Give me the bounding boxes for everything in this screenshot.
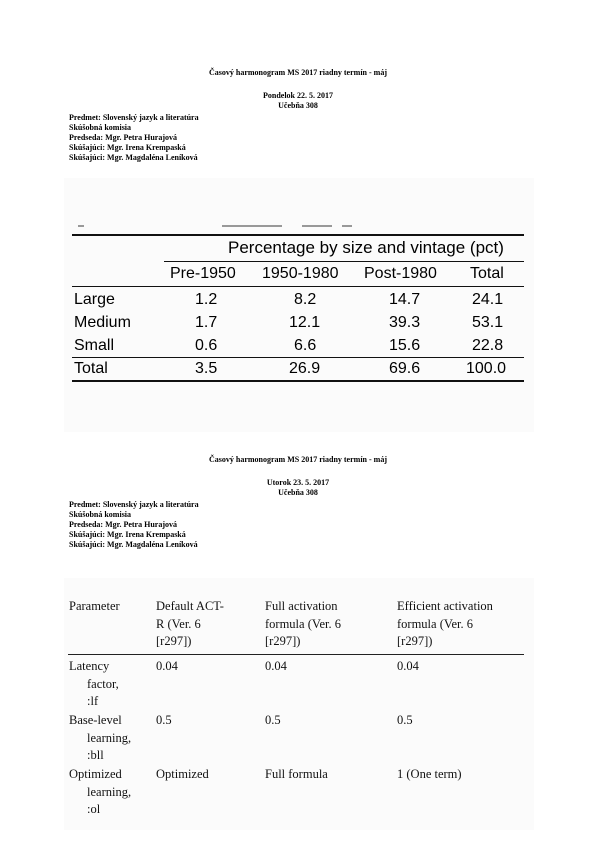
table-cell: 3.5 (195, 360, 218, 377)
column-header: Pre-1950 (170, 265, 236, 282)
table-cell: 53.1 (472, 314, 504, 331)
table-cell: 0.5 (397, 713, 413, 727)
table-cell: 0.04 (156, 659, 178, 673)
table-cell: 100.0 (466, 360, 507, 377)
schedule-title-1: Časový harmonogram MS 2017 riadny termín - máj (209, 68, 387, 77)
row-label: Latency factor, :lf (69, 659, 119, 708)
column-header: Efficient activation formula (Ver. 6 [r297]) (397, 599, 493, 648)
column-header: Full activation formula (Ver. 6 [r297]) (265, 599, 342, 648)
table-cell: 0.04 (265, 659, 287, 673)
schedule-room-1: Učebňa 308 (278, 101, 318, 110)
schedule-date-1: Pondelok 22. 5. 2017 (262, 91, 333, 100)
table-cell: 24.1 (472, 291, 504, 308)
exam-info-1 (69, 113, 199, 163)
table-cell: 6.6 (294, 337, 317, 354)
subject-line: Predmet: Slovenský jazyk a literatúra (69, 113, 199, 122)
table-cell: Optimized (156, 767, 209, 781)
table-cell: 1.7 (195, 314, 218, 331)
row-label: Total (74, 360, 108, 377)
committee-line: Skúšobná komisia (69, 510, 132, 519)
bottom-rule (72, 380, 524, 382)
examiner-line: Skúšajúci: Mgr. Magdaléna Leníková (69, 153, 198, 162)
table-cell: 8.2 (294, 291, 317, 308)
exam-info-2 (69, 500, 199, 550)
row-label: Medium (74, 314, 131, 331)
total-rule (72, 357, 524, 358)
chair-line: Predseda: Mgr. Petra Hurajová (69, 520, 177, 529)
table-cell: 0.04 (397, 659, 419, 673)
actr-parameter-table (64, 578, 534, 830)
column-header: Default ACT- R (Ver. 6 [r297]) (156, 599, 224, 648)
header-rule (164, 261, 524, 262)
table-cell: 22.8 (472, 337, 504, 354)
table-cell: 0.5 (156, 713, 172, 727)
row-label: Optimized learning, :ol (69, 767, 132, 816)
table-cell: 1.2 (195, 291, 218, 308)
header-rule (68, 654, 524, 655)
examiner-line: Skúšajúci: Mgr. Irena Krempaská (69, 143, 186, 152)
column-rule (72, 286, 524, 287)
table-cell: 14.7 (389, 291, 421, 308)
column-header: 1950-1980 (262, 265, 339, 282)
table-cell: Full formula (265, 767, 328, 781)
examiner-line: Skúšajúci: Mgr. Magdaléna Leníková (69, 540, 198, 549)
chair-line: Predseda: Mgr. Petra Hurajová (69, 133, 177, 142)
table-cell: 1 (One term) (397, 767, 462, 781)
cropped-text-fragment (74, 224, 524, 228)
column-header: Post-1980 (364, 265, 437, 282)
top-rule (72, 234, 524, 236)
size-vintage-table (64, 178, 534, 432)
row-label: Large (74, 291, 115, 308)
table-cell: 39.3 (389, 314, 421, 331)
schedule-date-2: Utorok 23. 5. 2017 (266, 478, 330, 487)
table-cell: 69.6 (389, 360, 421, 377)
committee-line: Skúšobná komisia (69, 123, 132, 132)
table-cell: 15.6 (389, 337, 421, 354)
column-header: Total (470, 265, 504, 282)
schedule-title-2: Časový harmonogram MS 2017 riadny termín - máj (209, 455, 387, 464)
column-header: Parameter (69, 599, 120, 613)
table-cell: 0.5 (265, 713, 281, 727)
table-cell: 26.9 (289, 360, 321, 377)
schedule-room-2: Učebňa 308 (278, 488, 318, 497)
row-label: Small (74, 337, 115, 354)
subject-line: Predmet: Slovenský jazyk a literatúra (69, 500, 199, 509)
table-cell: 12.1 (289, 314, 321, 331)
row-label: Base-level learning, :bll (69, 713, 132, 762)
table-super-header: Percentage by size and vintage (pct) (228, 238, 504, 257)
table-cell: 0.6 (195, 337, 218, 354)
examiner-line: Skúšajúci: Mgr. Irena Krempaská (69, 530, 186, 539)
